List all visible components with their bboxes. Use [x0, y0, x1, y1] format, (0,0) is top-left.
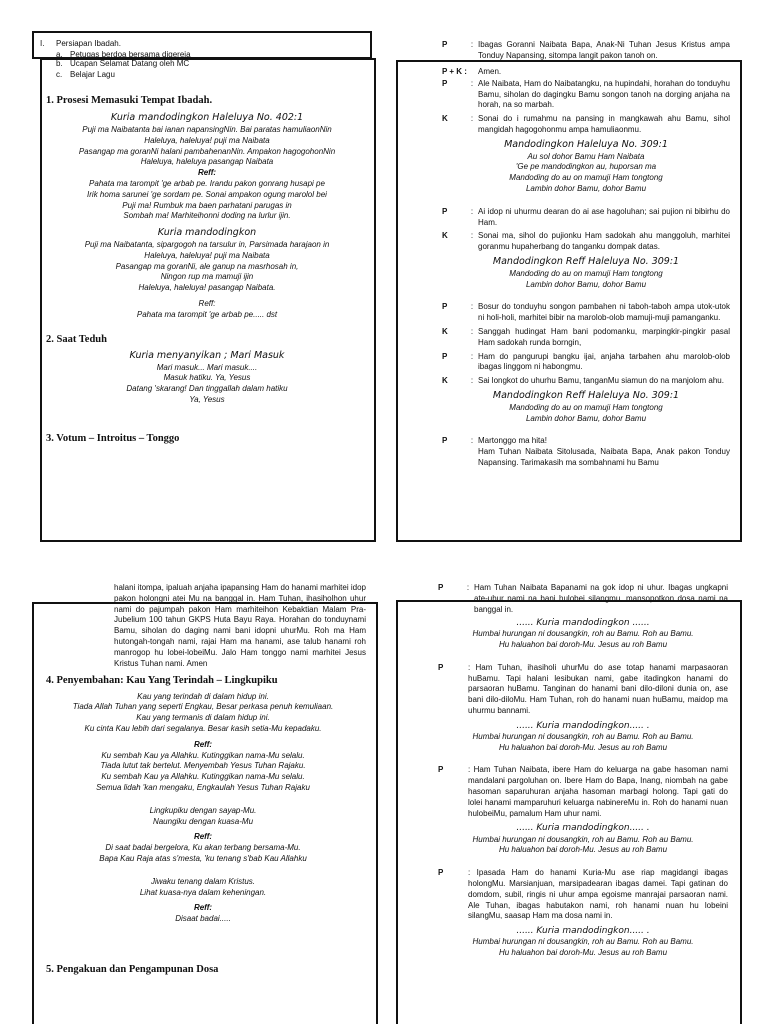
refrain-line: Hu haluahon bai doroh-Mu. Jesus au roh Bamu — [498, 742, 668, 752]
verse-line: Datang 'skarang! Dan tinggallah dalam hatiku — [126, 384, 288, 394]
dialog-text: : Ham Tuhan, ihasiholi uhurMu do ase totap hanami marpasaoran huBamu. Tapi halani lesibukan nami, gabe itadingkon hanami do parsaoran huBamu. Tanginan do hanami bani dilo-diloni dunia on, ase bani dilo-diloMu. Ham Tuhan, roh do hanami nuan huBamu, maidop ma uhurmu bannami. — [468, 662, 728, 715]
speaker: P — [442, 351, 448, 361]
dialog-line — [442, 447, 730, 469]
page-2 — [396, 28, 742, 544]
section-title: 5. Pengakuan dan Pengampunan Dosa — [46, 963, 219, 975]
verse-line: Mandoding do au on mamuji Ham tongtong — [509, 268, 663, 278]
refrain-line: Humbai hurungan ni dousangkin, roh au Bamu. Roh au Bamu. — [472, 834, 694, 844]
verse-line: Jiwaku tenang dalam Kristus. — [150, 876, 256, 886]
verse-line: Ningon rup ma mamuji ijin — [160, 272, 254, 282]
page-4 — [396, 578, 742, 1024]
verse-line: Naungiku dengan kuasa-Mu — [152, 816, 254, 826]
verse-line: Haleluya, haleluya! puji ma Naibata — [144, 135, 270, 145]
section-title: 2. Saat Teduh — [46, 333, 107, 345]
speaker: P — [442, 302, 448, 312]
dialog-line: P : Ibagas Goranni Naibata Bapa, Anak-Ni Tuhan Jesus Kristus ampa Tonduy Napansing, sitompa langit pakon tanoh on. — [442, 40, 730, 60]
page-4-body — [438, 583, 728, 959]
verse-line: Ya, Yesus — [189, 394, 225, 404]
dialog-text: Martonggo ma hita! — [478, 436, 547, 446]
reff-line: Irik homa sarunei 'ge sordam pe. Sonai ampakon ogung marolol bei — [87, 189, 327, 199]
speaker: K — [442, 376, 448, 386]
refrain-line: Hu haluahon bai doroh-Mu. Jesus au roh Bamu — [498, 948, 668, 958]
speaker: K — [442, 114, 448, 124]
verse-line: Au sol dohor Bamu Ham Naibata — [527, 151, 645, 161]
reff-line: Semua lidah 'kan mengaku, Engkaulah Yesus Tuhan Rajaku — [96, 782, 310, 792]
verse-line: Haleluya, haleluya pasangap Naibata — [140, 157, 274, 167]
dialog-text: : Ipasada Ham do hanami Kuria-Mu ase riap magidangi ibagas holongMu. Marsianjuan, marsipadearan ibagas damei. Tapi gatinan do domdom, subil, ringis ni uhur ampa egoisme manrajai parsaoran nami. Ale Tuhan, ibagas habutakon nami, roh hanami nuan hu lobeini silangMu, saasap Ham ma dosa nami in. — [468, 868, 728, 921]
song-title: ...... Kuria mandodingkon..... . — [516, 720, 650, 731]
speaker: P — [442, 206, 448, 216]
verse-line: Kau yang terindah di dalam hidup ini. — [137, 691, 269, 701]
dialog-text: Bosur do tonduyhu songon pambahen ni taboh-taboh ampa utok-utok ni holi-holi, marhitei bibir na marolob-olob mamuji-muji pamanganku. — [478, 302, 730, 323]
dialog-text: Sonai ma, sihol do pujionku Ham sadokah ahu manggoluh, marhitei goranmu hupaherbang do tanganku dompak datas. — [478, 231, 730, 252]
dialog-line: K : Sonai do i rumahmu na pansing in mangkawah ahu Bamu, sihol mangidah hagogohonmu ampa hamuliaonmu. — [442, 114, 730, 134]
verse-line: Puji ma Naibatanta bai ianan napansingNin. Bai paratas hamuliaonNin — [82, 124, 332, 134]
song-title: Mandodingkon Haleluya No. 309:1 — [504, 138, 668, 150]
list-mark: a. — [56, 49, 63, 59]
reff-line: Pahata ma tarompit 'ge arbab pe. Irandu pakon gonrang husapi pe — [89, 178, 325, 188]
dialog-line: K : Sanggah hudingat Ham bani podomanku, marpingkir-pingkir pasal Ham sadokah runda borngin, — [442, 326, 730, 347]
reff-line: Ku sembah Kau ya Allahku. Kutinggikan nama-Mu selalu. — [101, 772, 305, 782]
reff-line: Disaat badai..... — [175, 914, 231, 924]
refrain-line: Hu haluahon bai doroh-Mu. Jesus au roh Bamu — [498, 639, 668, 649]
reff-line: Di saat badai bergelora, Ku akan terbang bersama-Mu. — [105, 843, 301, 853]
list-item: Persiapan Ibadah. — [56, 39, 121, 48]
prayer-paragraph: halani itompa, ipaluah anjaha ipapansing Ham do hanami marhitei idop pakon holongni atei Mu na banggal in. Ham Tuhan, ihasiholhon uhur nami do pajumpah pakon Ham marhiteihon Kebaktian Malam Pra-Jubelium 100 tahun GKPS Huta Bayu Raya. Horahan do tonduynami Bamu, siholan do daging nami bani idopni uhurMu. Roh ma Ham hutongah-tongah nami, rajai Ham ma hanami, ase talub hanami roh manrogop hu lobei-lobeiMu. Jalo Ham tonggo nami marhitei Jesus Kristus Tuhan nami. Amen — [114, 583, 366, 668]
speaker: K — [442, 231, 448, 241]
verse-line: Lambin dohor Bamu, dohor Bamu — [525, 279, 647, 289]
speaker: P — [438, 868, 444, 878]
dialog-text: Ai idop ni uhurmu dearan do ai ase hagoluhan; sai pujion ni bibirhu do Ham. — [478, 206, 730, 227]
page-1 — [30, 28, 382, 544]
list-item: Ucapan Selamat Datang oleh MC — [70, 58, 190, 68]
dialog-line: P : Martonggo ma hita! — [442, 436, 730, 447]
song-title: Kuria menyanyikan ; Mari Masuk — [129, 349, 285, 361]
verse-line: Mandoding do au on mamuji Ham tongtong — [509, 402, 663, 412]
verse-line: Lingkupiku dengan sayap-Mu. — [149, 805, 257, 815]
speaker — [442, 447, 466, 469]
verse-line: Masuk hatiku. Ya, Yesus — [163, 373, 251, 383]
speaker: P — [442, 436, 448, 446]
reff-label: Reff: — [197, 168, 217, 178]
dialog-line: P : Ai idop ni uhurmu dearan do ai ase hagoluhan; sai pujion ni bibirhu do Ham. — [442, 206, 730, 227]
reff-label: Reff: — [193, 832, 213, 842]
page-3 — [30, 578, 382, 1024]
page-3-body — [40, 583, 366, 977]
speaker: P — [438, 662, 444, 672]
speaker: K — [442, 326, 448, 336]
verse-line: Pasangap ma goranNi halani pambahenanNin. Ampakon hagogohonNin — [78, 146, 336, 156]
dialog-text: Ham do pangurupi bangku ijai, anjaha tarbahen ahu marolob-olob ibagas linggom ni habongmu. — [478, 351, 730, 372]
verse-line: Lambin dohor Bamu, dohor Bamu — [525, 413, 647, 423]
song-title: ...... Kuria mandodingkon ...... — [516, 618, 650, 628]
reff-label: Reff: — [193, 739, 213, 749]
refrain-line: Humbai hurungan ni dousangkin, roh au Bamu. Roh au Bamu. — [472, 731, 694, 741]
reff-label: Reff: — [193, 903, 213, 913]
dialog-text: Ibagas Goranni Naibata Bapa, Anak-Ni Tuhan Jesus Kristus ampa Tonduy Napansing, sitompa langit pakon tanoh on. — [478, 40, 730, 60]
refrain-line: Humbai hurungan ni dousangkin, roh au Bamu. Roh au Bamu. — [472, 937, 694, 947]
refrain-line: Humbai hurungan ni dousangkin, roh au Bamu. Roh au Bamu. — [472, 629, 694, 639]
reff-line: Pahata ma tarompit 'ge arbab pe..... dst — [136, 309, 278, 319]
dialog-text: Ham Tuhan Naibata Bapanami na gok idop ni uhur. Ibagas ungkapni ate-uhur nami na bani hulobei silangmu, mansopotkon dosa nami na banggal in. — [474, 583, 728, 614]
song-title: Mandodingkon Reff Haleluya No. 309:1 — [492, 389, 680, 401]
dialog-line — [438, 765, 728, 819]
reff-line: Bapa Kau Raja atas s'mesta, 'ku tenang s'bab Kau Allahku — [99, 853, 307, 863]
page-2-body — [442, 40, 730, 472]
reff-line: Puji ma! Rumbuk ma baen parhatani parugas in — [122, 200, 292, 210]
dialog-line — [438, 868, 728, 922]
list-item: Belajar Lagu — [70, 69, 115, 79]
dialog-text: Sonai do i rumahmu na pansing in mangkawah ahu Bamu, sihol mangidah hagogohonmu ampa hamuliaonmu. — [478, 114, 730, 134]
reff-line: Tiada lutut tak bertelut. Menyembah Yesus Tuhan Rajaku. — [100, 761, 306, 771]
section-title: 3. Votum – Introitus – Tonggo — [46, 432, 180, 444]
verse-line: Lihat kuasa-nya dalam keheningan. — [139, 887, 267, 897]
verse-line: Puji ma Naibatanta, sipargogoh na tarsulur in, Parsimada harajaon in — [84, 239, 330, 249]
dialog-text: Sanggah hudingat Ham bani podomanku, marpingkir-pingkir pasal Ham sadokah runda borngin, — [478, 326, 730, 347]
speaker: P — [442, 40, 448, 49]
song-title: Kuria mandodingkon Haleluya No. 402:1 — [110, 112, 304, 124]
verse-line: Mandoding do au on mamuji Ham tongtong — [509, 173, 663, 183]
page-1-body — [46, 94, 368, 446]
song-title: Kuria mandodingkon — [157, 227, 257, 239]
reff-label: Reff: — [198, 298, 216, 308]
dialog-text: Ham Tuhan Naibata Sitolusada, Naibata Bapa, Anak pakon Tonduy Napansing. Tarimakasih ma sombahnami hu Bamu — [478, 447, 730, 467]
dialog-line: P : Ham Tuhan Naibata Bapanami na gok idop ni uhur. Ibagas ungkapni ate-uhur nami na bani hulobei silangmu, mansopotkon dosa nami na banggal in. — [438, 583, 728, 614]
dialog-text: Ale Naibata, Ham do Naibatangku, na hupindahi, horahan do tonduyhu Bamu, siholan do dagingku Bamu songon tanoh na dorging anjaha na horah, na so marbah. — [478, 78, 730, 110]
list-mark: b. — [56, 58, 63, 68]
song-title: ...... Kuria mandodingkon..... . — [516, 926, 650, 937]
dialog-line: K : Sai longkot do uhurhu Bamu, tanganMu siamun do na manjolom ahu. — [442, 376, 730, 387]
section-title: 1. Prosesi Memasuki Tempat Ibadah. — [46, 95, 213, 106]
verse-line: Tiada Allah Tuhan yang seperti Engkau, Besar perkasa penuh kemuliaan. — [72, 702, 334, 712]
dialog-line — [442, 67, 730, 78]
dialog-text: Amen. — [478, 67, 502, 76]
song-title: Mandodingkon Reff Haleluya No. 309:1 — [492, 255, 680, 267]
dialog-line: P : Ale Naibata, Ham do Naibatangku, na hupindahi, horahan do tonduyhu Bamu, siholan do dagingku Bamu songon tanoh na dorging anjaha na horah, na so marbah. — [442, 78, 730, 110]
verse-line: Lambin dohor Bamu, dohor Bamu — [525, 183, 647, 193]
reff-line: Sombah ma! Marhiteihonni doding na lurlur ijin. — [123, 211, 291, 221]
verse-line: Ku cinta Kau lebih dari segalanya. Besar kasih setia-Mu kepadaku. — [84, 723, 322, 733]
verse-line: Pasangap ma goranNi, ale ganup na masrhosah in, — [115, 261, 299, 271]
list-item: Petugas berdoa bersama digereja — [70, 49, 191, 59]
verse-line: 'Ge pe mandodingkon au, huporsan ma — [515, 162, 657, 172]
dialog-line — [438, 663, 728, 717]
speaker: P + K : — [442, 67, 467, 76]
verse-line: Haleluya, haleluya! pasangap Naibata. — [138, 283, 276, 293]
verse-line: Mari masuk... Mari masuk.... — [156, 362, 258, 372]
song-title: ...... Kuria mandodingkon..... . — [516, 823, 650, 834]
speaker: P — [438, 583, 444, 592]
prep-list — [40, 39, 360, 80]
verse-line: Haleluya, haleluya! puji ma Naibata — [144, 250, 270, 260]
dialog-line: K : Sonai ma, sihol do pujionku Ham sadokah ahu manggoluh, marhitei goranmu hupaherbang do tanganku dompak datas. — [442, 231, 730, 252]
refrain-line: Hu haluahon bai doroh-Mu. Jesus au roh Bamu — [498, 845, 668, 855]
speaker: P — [442, 78, 448, 88]
reff-line: Ku sembah Kau ya Allahku. Kutinggikan nama-Mu selalu. — [101, 750, 305, 760]
dialog-text: : Ham Tuhan Naibata, ibere Ham do keluarga na gabe hasoman nami mandalani pargoluhan on. Ibere Ham do Bapa, Inang, niombah na gabe hasoman saparuhuran anjaha hasoman marbagi holong. Tapi gati do lolei hanami mamparuhuri keluarga nabinereMu in. Roh do hanami nuan hulobeiMu, pamalum Ham uhur nami. — [468, 765, 728, 818]
dialog-text: Sai longkot do uhurhu Bamu, tanganMu siamun do na manjolom ahu. — [478, 376, 724, 386]
list-mark: I. — [40, 39, 45, 48]
dialog-line: P : Bosur do tonduyhu songon pambahen ni taboh-taboh ampa utok-utok ni holi-holi, marhitei bibir na marolob-olob mamuji-muji pamanganku. — [442, 302, 730, 323]
verse-line: Kau yang termanis di dalam hidup ini. — [136, 713, 270, 723]
dialog-line: P : Ham do pangurupi bangku ijai, anjaha tarbahen ahu marolob-olob ibagas linggom ni habongmu. — [442, 351, 730, 372]
list-mark: c. — [56, 69, 63, 79]
section-title: 4. Penyembahan: Kau Yang Terindah – Lingkupiku — [46, 675, 278, 687]
speaker: P — [438, 765, 444, 775]
